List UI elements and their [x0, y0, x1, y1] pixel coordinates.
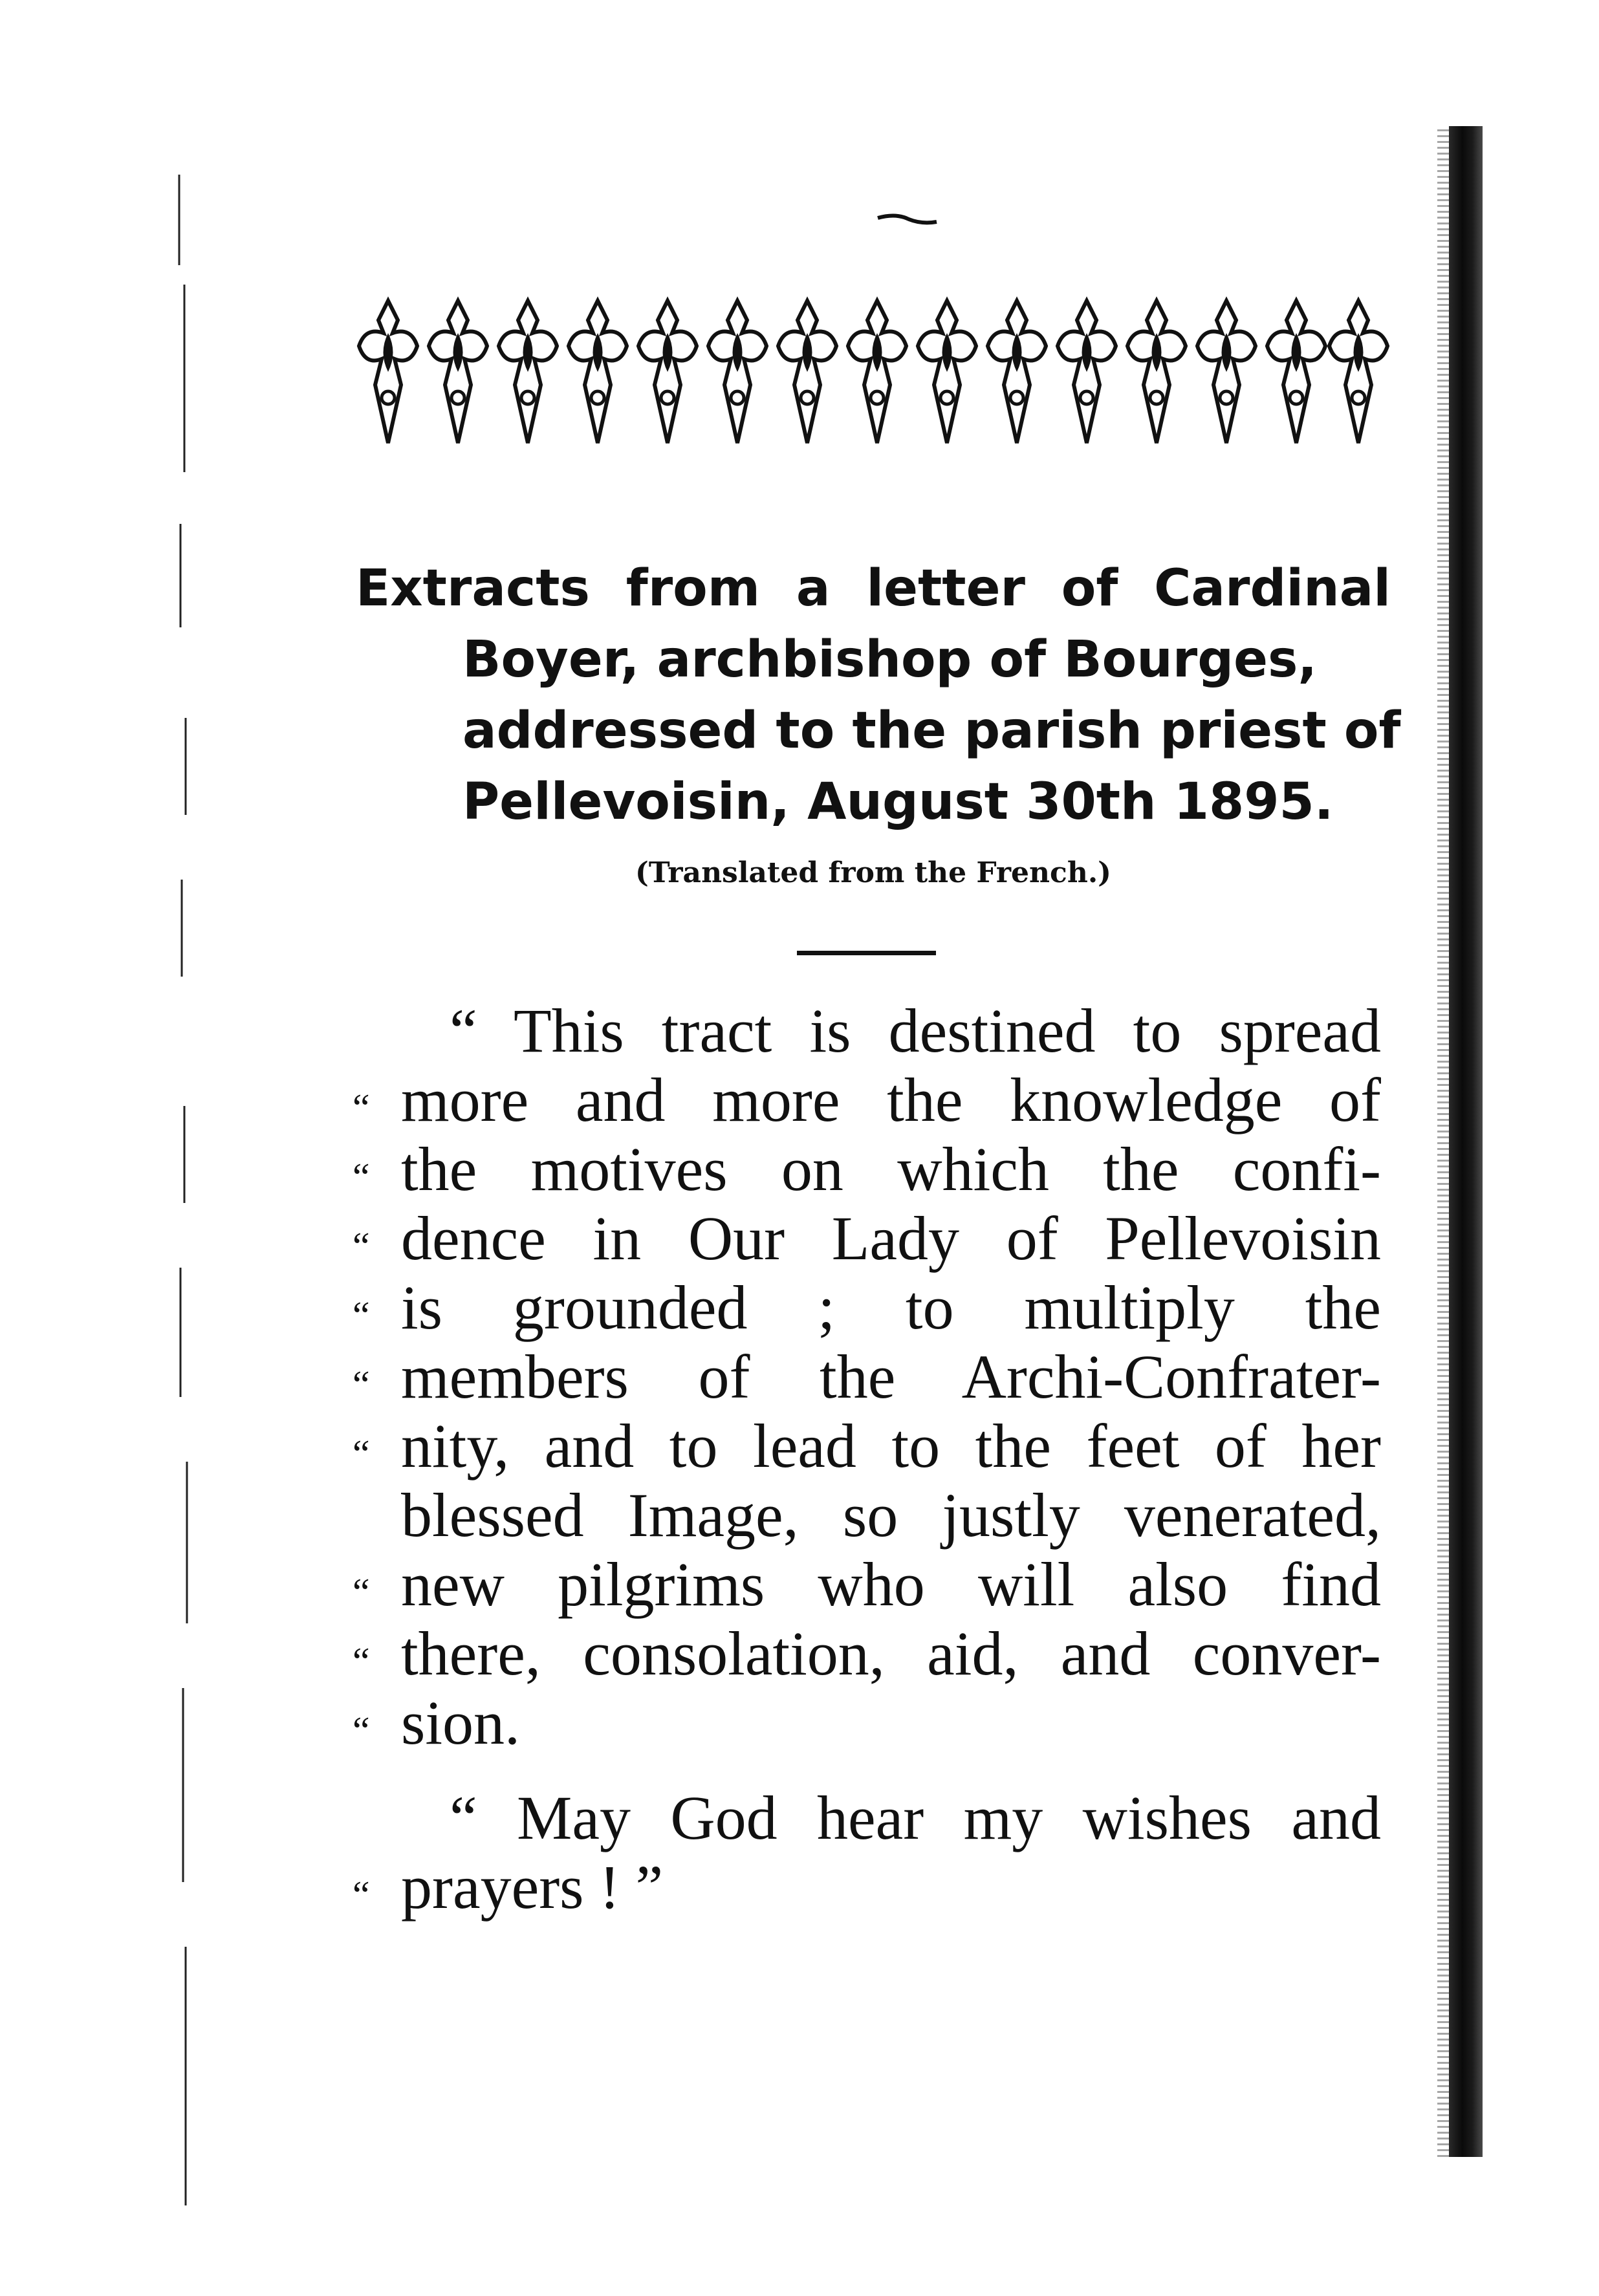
translation-note: (Translated from the French.): [635, 856, 1111, 889]
quote-mark: “: [353, 1874, 370, 1916]
quote-text: new pilgrims who will also find: [401, 1550, 1381, 1619]
quote-line: [353, 1852, 1381, 1922]
quote-mark: “: [353, 1087, 370, 1129]
paragraph-gap: [353, 1757, 1381, 1783]
decorative-border: [353, 294, 1394, 456]
quote-mark: “: [353, 1225, 370, 1268]
quote-line: [353, 1134, 1381, 1204]
quote-text: “ This tract is destined to spread: [450, 996, 1381, 1065]
heading-line: Extracts from a letter of Cardinal: [356, 559, 1391, 618]
quote-text: prayers ! ”: [401, 1852, 664, 1922]
quote-line: [353, 1204, 1381, 1273]
quote-text: members of the Archi-Confrater-: [401, 1342, 1381, 1411]
quote-text: is grounded ; to multiply the: [401, 1273, 1381, 1342]
divider-rule: [797, 951, 936, 955]
binding-edge: [1449, 126, 1483, 2157]
quote-mark: “: [353, 1156, 370, 1198]
heading-line: Pellevoisin, August 30th 1895.: [462, 773, 1334, 831]
quote-text: sion.: [401, 1688, 521, 1757]
quote-text: nity, and to lead to the feet of her: [401, 1411, 1381, 1480]
quote-line: [353, 1411, 1381, 1480]
quote-mark: “: [353, 1709, 370, 1752]
quote-mark: “: [353, 1571, 370, 1614]
quote-line: [353, 1480, 1381, 1550]
quote-line: [353, 1550, 1381, 1619]
quote-line: [353, 1619, 1381, 1688]
quote-mark: “: [353, 1433, 370, 1475]
heading-line: addressed to the parish priest of: [462, 702, 1401, 760]
quote-line: [353, 1342, 1381, 1411]
quote-mark: “: [353, 1640, 370, 1683]
page-edge-shadow: [171, 136, 217, 2290]
quote-mark: “: [353, 1363, 370, 1406]
heading: [356, 553, 1401, 838]
quote-text: there, consolation, aid, and conver-: [401, 1619, 1381, 1688]
quote-text: “ May God hear my wishes and: [450, 1783, 1381, 1852]
quote-text: more and more the knowledge of: [401, 1065, 1381, 1134]
quote-line: [353, 1065, 1381, 1134]
quotation: [353, 996, 1381, 1922]
quote-line: [353, 1273, 1381, 1342]
quote-line: [353, 996, 1381, 1065]
quote-mark: “: [353, 1294, 370, 1337]
heading-line: Boyer, archbishop of Bourges,: [462, 631, 1318, 689]
quote-text: the motives on which the confi-: [401, 1134, 1381, 1204]
ink-mark: [876, 210, 938, 230]
quote-line: [353, 1783, 1381, 1852]
quote-text: dence in Our Lady of Pellevoisin: [401, 1204, 1381, 1273]
quote-text: blessed Image, so justly venerated,: [401, 1480, 1381, 1550]
quote-line: [353, 1688, 1381, 1757]
